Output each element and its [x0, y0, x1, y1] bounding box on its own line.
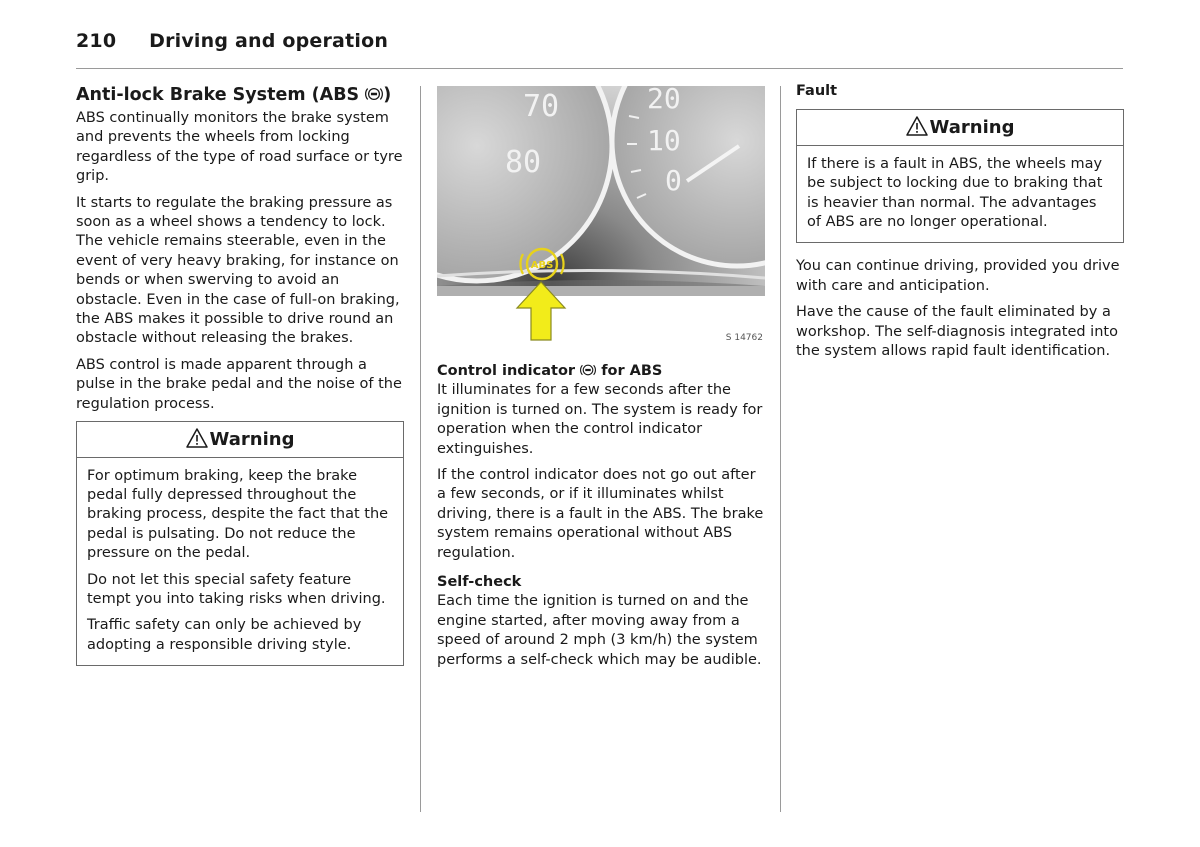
figure-reference: S 14762: [725, 333, 763, 343]
self-check-heading: Self-check: [437, 574, 522, 591]
column-divider-left: [420, 86, 421, 812]
warning-triangle-icon: [906, 116, 928, 136]
control-paragraph-1: It illuminates for a few seconds after the ignition is turned on. The system is ready for operation when the control indicator extinguishes.: [437, 382, 763, 457]
abs-title-text: Anti-lock Brake System (ABS: [76, 85, 360, 105]
fault-warning-paragraph: If there is a fault in ABS, the wheels may be subject to locking due to braking that is heavier than normal. The advantages of ABS are no longer operational.: [807, 155, 1103, 231]
abs-paragraph-3: ABS control is made apparent through a pulse in the brake pedal and the noise of the regulation process.: [76, 356, 402, 412]
warning-title: [77, 422, 403, 457]
warning-paragraph-3: Traffic safety can only be achieved by adopting a responsible driving style.: [87, 617, 362, 653]
abs-paragraph-2: It starts to regulate the braking pressure as soon as a wheel shows a tendency to lock. The vehicle remains steerable, even in the event of very heavy braking, for instance on bends or when swerving to avoid an obstacle. Even in the case of full-on braking, the ABS makes it possible to drive round an obstacle without releasing the brakes.: [76, 194, 400, 347]
speedo-label-80: 80: [505, 145, 542, 180]
tacho-label-10: 10: [647, 124, 681, 157]
fault-heading: Fault: [796, 83, 838, 99]
middle-column: [437, 362, 767, 677]
fault-paragraph-2: Have the cause of the fault eliminated by a workshop. The self-diagnosis integrated into the system allows rapid fault identification.: [796, 304, 1118, 360]
instrument-cluster-illustration: [437, 86, 765, 350]
control-indicator-heading: [437, 362, 767, 381]
header-rule: [76, 68, 1123, 69]
instrument-cluster-figure: [437, 86, 765, 350]
warning-paragraph-1: For optimum braking, keep the brake pedal fully depressed throughout the braking process, despite the fact that the pedal is pulsating. Do not reduce the pressure on the pedal.: [87, 467, 389, 562]
tacho-label-20: 20: [647, 86, 681, 115]
section-title: Driving and operation: [149, 30, 389, 52]
warning-box-fault: [796, 109, 1124, 243]
abs-title: [76, 84, 404, 106]
warning-title-text: Warning: [209, 429, 295, 451]
abs-symbol-icon: [365, 85, 383, 103]
fault-paragraph-1: You can continue driving, provided you drive with care and anticipation.: [796, 258, 1120, 294]
warning-body: [77, 458, 403, 666]
right-column: [796, 82, 1124, 368]
page-header: [76, 30, 388, 52]
speedo-label-70: 70: [523, 89, 560, 124]
warning-paragraph-2: Do not let this special safety feature tempt you into taking risks when driving.: [87, 571, 386, 607]
abs-paragraph-1: ABS continually monitors the brake system and prevents the wheels from locking regardless of the type of road surface or tyre grip.: [76, 110, 403, 185]
tacho-label-0: 0: [665, 164, 682, 197]
warning-triangle-icon: [186, 428, 208, 448]
warning-body: [797, 146, 1123, 243]
left-column: [76, 84, 404, 666]
warning-title: [797, 110, 1123, 145]
abs-indicator-text: ABS: [530, 260, 554, 271]
page-number: 210: [76, 30, 117, 52]
warning-box-braking: [76, 421, 404, 666]
self-check-paragraph: Each time the ignition is turned on and the engine started, after moving away from a speed of around 2 mph (3 km/h) the system performs a self-check which may be audible.: [437, 593, 762, 668]
abs-symbol-icon: [580, 362, 596, 378]
control-heading-text: Control indicator: [437, 363, 576, 379]
abs-title-close: ): [383, 85, 392, 105]
control-paragraph-2: If the control indicator does not go out after a few seconds, or if it illuminates whilst driving, there is a fault in the ABS. The brake system remains operational without ABS regulation.: [437, 467, 764, 561]
control-heading-suffix: for ABS: [601, 363, 663, 379]
column-divider-right: [780, 86, 781, 812]
warning-title-text: Warning: [929, 117, 1015, 139]
